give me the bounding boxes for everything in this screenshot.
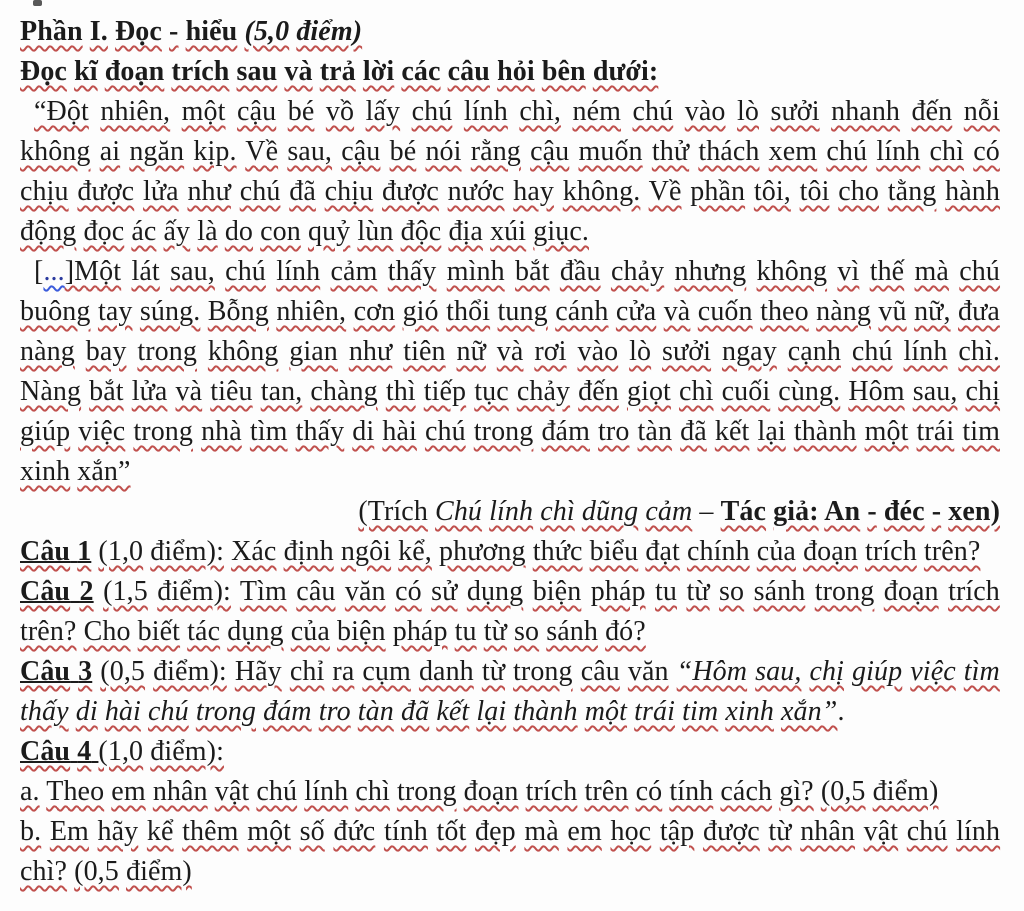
question-4a — [20, 772, 1000, 812]
text-segment: b. Em hãy kể thêm một số đức tính tốt đẹp mà em học tập được từ nhân vật chú lính chì? (0,5 điểm) — [20, 816, 1001, 887]
question-1 — [20, 532, 1000, 572]
text-segment: – — [692, 496, 721, 527]
text-segment: Câu 3 — [20, 656, 93, 687]
text-segment: Đọc kĩ đoạn trích sau và trả lời các câu hỏi bên dưới: — [20, 56, 659, 87]
text-segment: [ — [34, 256, 44, 287]
text-segment: Câu 4 — [20, 736, 92, 767]
document-body — [0, 12, 1024, 892]
text-segment: (1,5 điểm): Tìm câu văn có sử dụng biện pháp tu từ so sánh trong đoạn trích trên? Cho biết tác dụng của biện pháp tu từ so sánh đó? — [20, 576, 1000, 647]
text-segment: “Đột nhiên, một cậu bé vồ lấy chú lính chì, ném chú vào lò sưởi nhanh đến nỗi không ai ngăn kịp. Về sau, cậu bé nói rằng cậu muốn thử thách xem chú lính chì có chịu được lửa như chú đã chịu được nước hay không. Về phần tôi, tôi cho tằng hành động đọc ác ấy là do con quỷ lùn độc địa xúi giục. — [20, 96, 1000, 247]
scan-artifact — [33, 0, 42, 6]
reading-instruction — [20, 52, 1000, 92]
text-segment: (1,0 điểm): — [98, 736, 224, 767]
text-segment: (Trích — [358, 496, 428, 527]
text-segment: Chú lính chì dũng cảm — [435, 496, 693, 527]
passage-paragraph-2 — [20, 252, 1000, 492]
text-segment: Phần I. Đọc - hiểu — [20, 16, 238, 47]
passage-paragraph-1 — [20, 92, 1000, 252]
question-3 — [20, 652, 1000, 732]
text-segment: Câu 1 — [20, 536, 92, 567]
text-segment: a. Theo em nhân vật chú lính chì trong đoạn trích trên có tính cách gì? (0,5 điểm) — [20, 776, 939, 807]
section-heading — [20, 12, 1000, 52]
text-segment: (1,0 điểm): Xác định ngôi kể, phương thức biểu đạt chính của đoạn trích trên? — [98, 536, 981, 567]
text-segment: . — [837, 696, 845, 727]
text-segment: ]Một lát sau, chú lính cảm thấy mình bắt đầu chảy nhưng không vì thế mà chú buông tay súng. Bỗng nhiên, cơn gió thổi tung cánh cửa và cuốn theo nàng vũ nữ, đưa nàng bay trong không gian như tiên nữ và rơi vào lò sưởi ngay cạnh chú lính chì. Nàng bắt lửa và tiêu tan, chàng thì tiếp tục chảy đến giọt chì cuối cùng. Hôm sau, chị giúp việc trong nhà tìm thấy di hài chú trong đám tro tàn đã kết lại thành một trái tim xinh xắn” — [20, 256, 1001, 487]
text-segment: (0,5 điểm): Hãy chỉ ra cụm danh từ trong câu văn — [100, 656, 669, 687]
text-segment: Tác giả: An - đéc - xen) — [720, 496, 1000, 527]
source-citation — [20, 492, 1000, 532]
question-4b-partial — [20, 812, 1000, 892]
text-segment: Câu 2 — [20, 576, 94, 607]
question-2 — [20, 572, 1000, 652]
question-4 — [20, 732, 1000, 772]
text-segment: ... — [43, 256, 65, 287]
text-segment: (5,0 điểm) — [244, 16, 363, 47]
text-segment: “Hôm sau, chị giúp việc tìm thấy di hài chú trong đám tro tàn đã kết lại thành một trái tim xinh xắn” — [20, 656, 1000, 727]
